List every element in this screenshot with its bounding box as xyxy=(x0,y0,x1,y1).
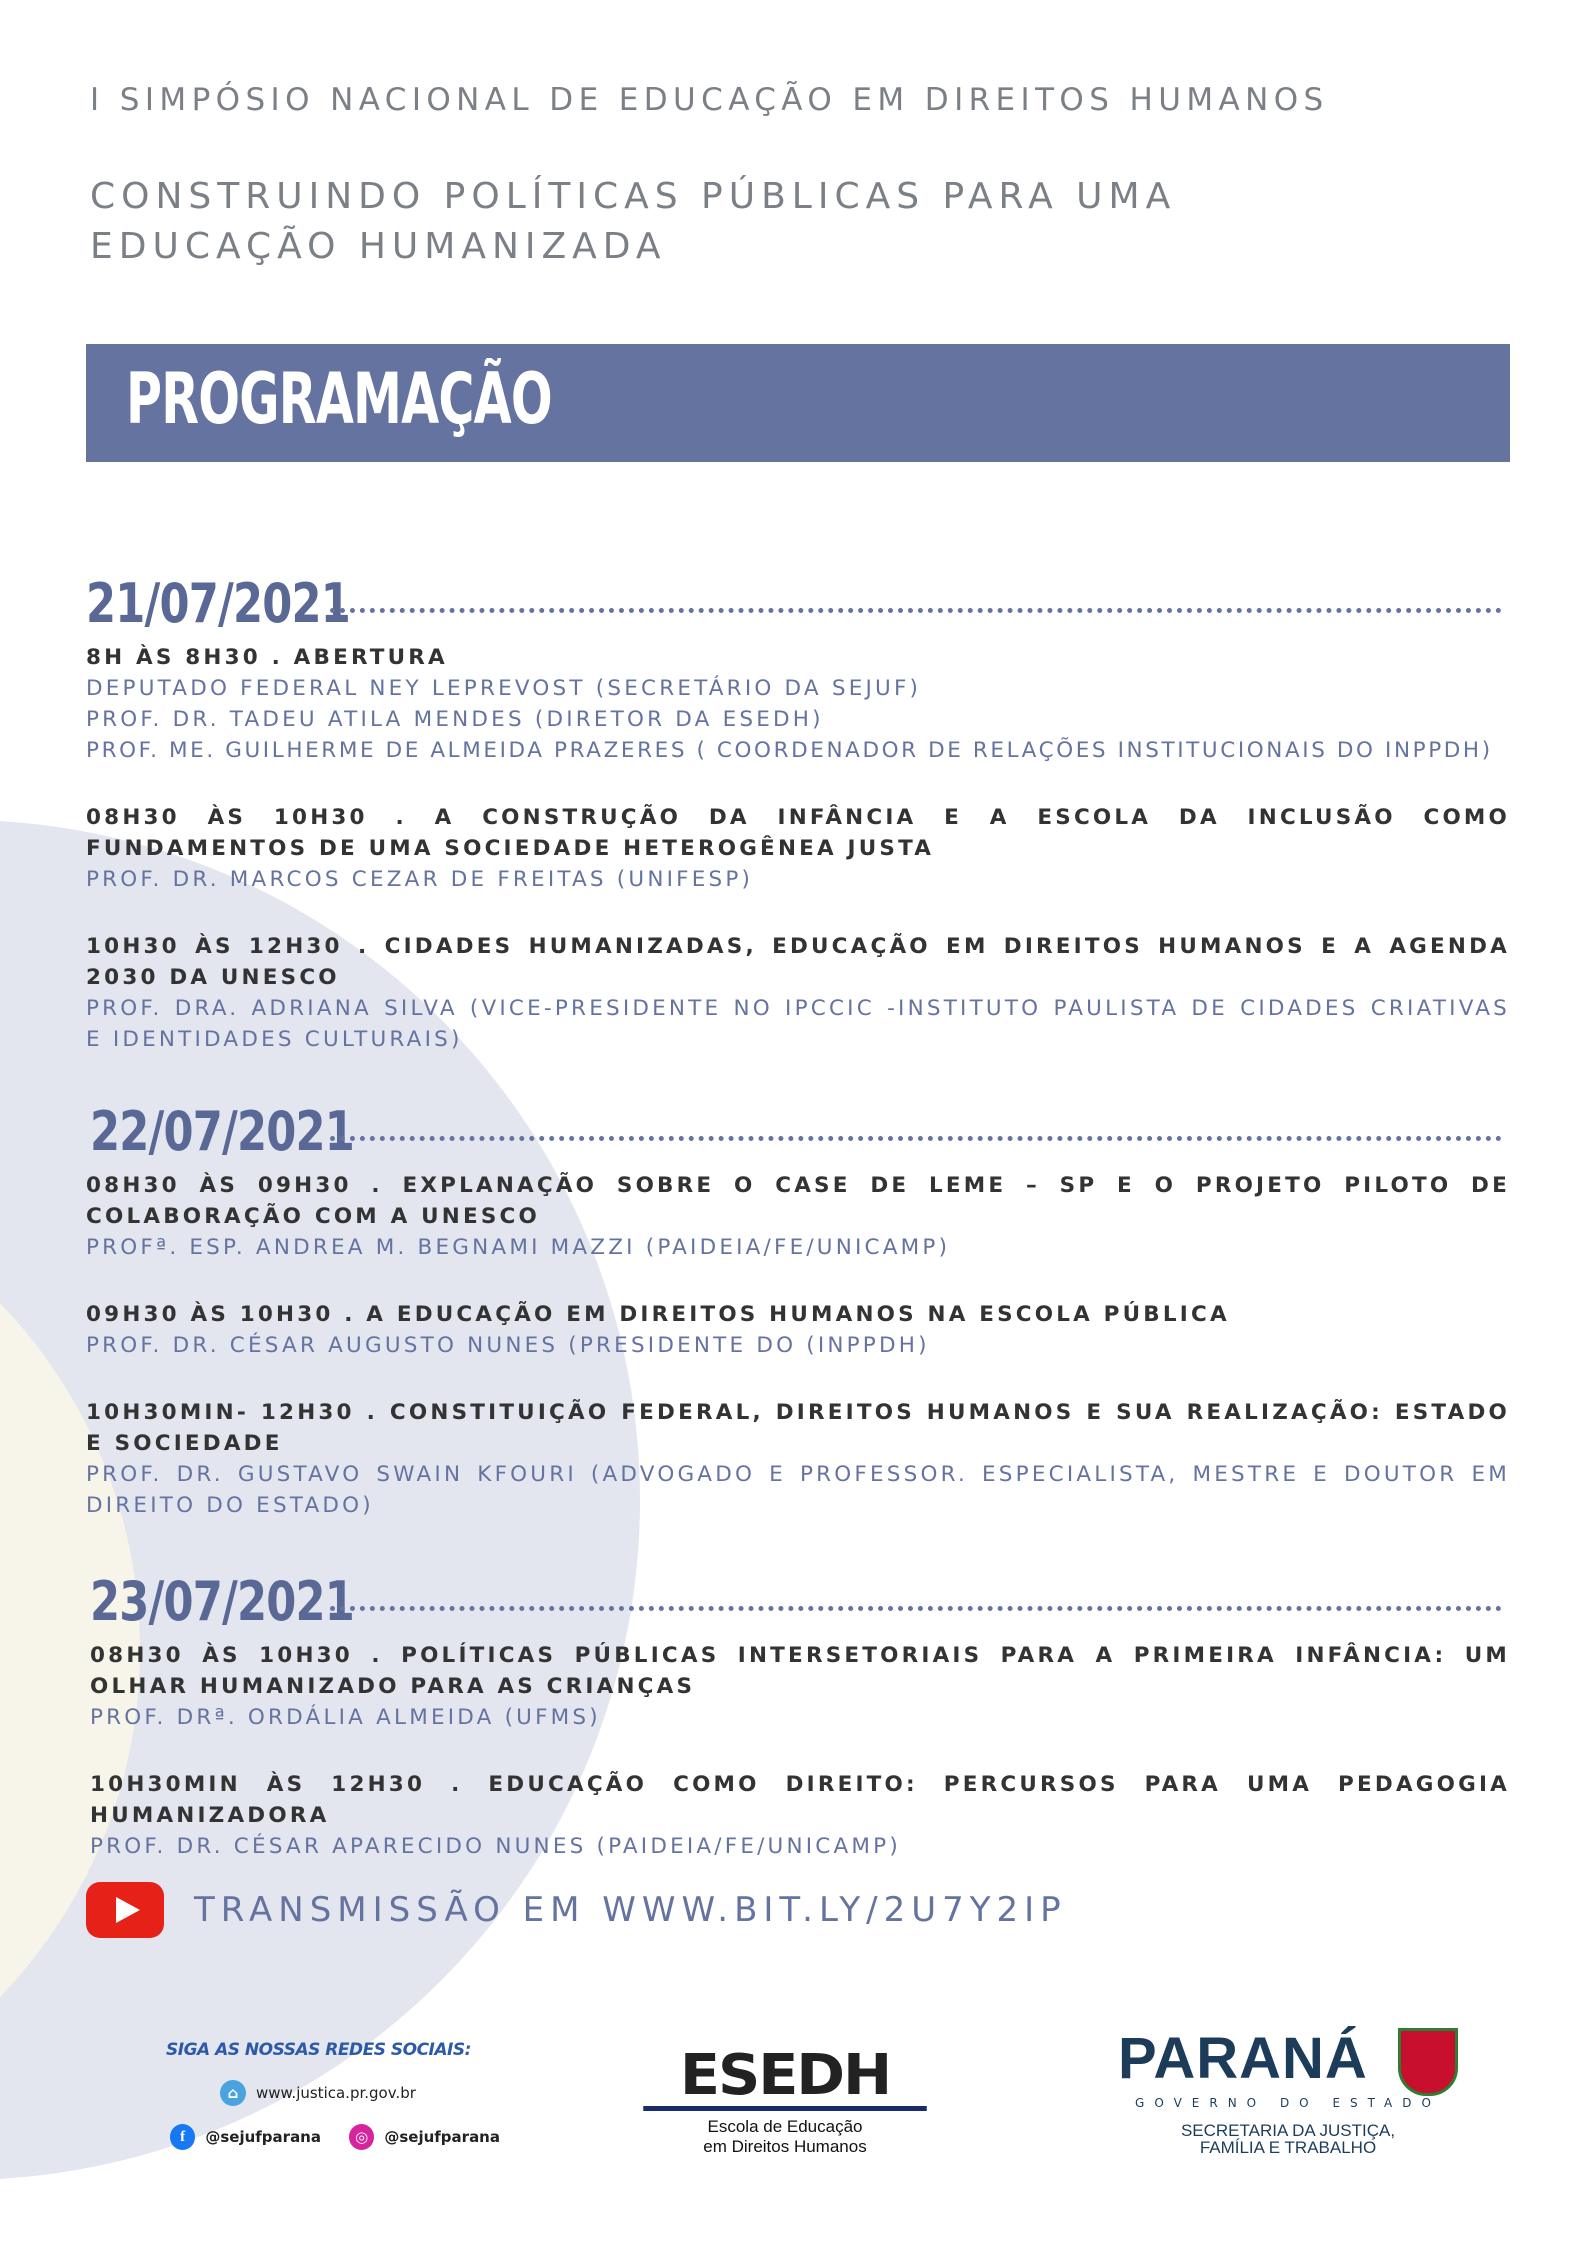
session-title: 09H30 ÀS 10H30 . A EDUCAÇÃO EM DIREITOS HUMANOS NA ESCOLA PÚBLICA xyxy=(86,1302,1230,1327)
facebook-handle[interactable]: @sejufparana xyxy=(205,2128,321,2146)
session-title: 10H30MIN- 12H30 . CONSTITUIÇÃO FEDERAL, DIREITOS HUMANOS E SUA REALIZAÇÃO: ESTADO E SOCIEDADE xyxy=(86,1400,1510,1456)
session-speaker: DEPUTADO FEDERAL NEY LEPREVOST (SECRETÁRIO DA SEJUF) xyxy=(86,676,922,701)
day-date: 21/07/2021 xyxy=(86,572,351,635)
parana-coat-of-arms-icon xyxy=(1398,2028,1458,2096)
day-header xyxy=(86,1100,1510,1170)
session xyxy=(86,931,1510,1055)
session xyxy=(86,1170,1510,1263)
session-title: 08H30 ÀS 10H30 . POLÍTICAS PÚBLICAS INTERSETORIAIS PARA A PRIMEIRA INFÂNCIA: UM OLHAR HUMANIZADO PARA AS CRIANÇAS xyxy=(90,1643,1510,1699)
session-speaker: PROF. DR. MARCOS CEZAR DE FREITAS (UNIFESP) xyxy=(86,867,754,892)
instagram-icon[interactable]: ◎ xyxy=(349,2124,374,2150)
esedh-logo xyxy=(650,2043,920,2157)
parana-dept-line-1: SECRETARIA DA JUSTIÇA, xyxy=(1180,2121,1396,2140)
session-speaker: PROF. DR. CÉSAR APARECIDO NUNES (PAIDEIA/FE/UNICAMP) xyxy=(90,1834,901,1859)
stream-text[interactable]: TRANSMISSÃO EM WWW.BIT.LY/2U7Y2IP xyxy=(194,1890,1067,1930)
day-section xyxy=(86,1100,1510,1557)
day-section xyxy=(86,1570,1510,1898)
session xyxy=(86,1299,1510,1361)
session-speaker: PROF. DR. TADEU ATILA MENDES (DIRETOR DA ESEDH) xyxy=(86,707,824,732)
session-speaker: PROF. DRª. ORDÁLIA ALMEIDA (UFMS) xyxy=(90,1705,601,1730)
dotted-divider xyxy=(330,608,1502,613)
program-banner xyxy=(86,344,1510,462)
session xyxy=(86,642,1510,766)
parana-logo-name: PARANÁ xyxy=(1118,2026,1368,2091)
esedh-logo-name: ESEDH xyxy=(643,2046,927,2111)
day-header xyxy=(86,1570,1510,1640)
esedh-logo-line-2: em Direitos Humanos xyxy=(703,2137,867,2156)
website-row[interactable] xyxy=(220,2080,500,2106)
program-title: PROGRAMAÇÃO xyxy=(126,358,552,440)
session-title: 8H ÀS 8H30 . ABERTURA xyxy=(86,645,448,670)
session-speaker: PROF. DR. CÉSAR AUGUSTO NUNES (PRESIDENTE DO (INPPDH) xyxy=(86,1333,930,1358)
parana-logo xyxy=(1118,2028,1458,2156)
home-icon: ⌂ xyxy=(220,2080,246,2106)
parana-dept-line-2: FAMÍLIA E TRABALHO xyxy=(1199,2138,1377,2157)
session-speaker: PROFª. ESP. ANDREA M. BEGNAMI MAZZI (PAIDEIA/FE/UNICAMP) xyxy=(86,1235,951,1260)
day-header xyxy=(86,572,1510,642)
session-speaker: PROF. ME. GUILHERME DE ALMEIDA PRAZERES ( COORDENADOR DE RELAÇÕES INSTITUCIONAIS DO INPPDH) xyxy=(86,738,1493,763)
event-subtitle xyxy=(90,172,1176,272)
symposium-title: I SIMPÓSIO NACIONAL DE EDUCAÇÃO EM DIREITOS HUMANOS xyxy=(90,82,1329,118)
session xyxy=(86,1397,1510,1521)
day-date: 23/07/2021 xyxy=(90,1570,355,1633)
facebook-icon[interactable]: f xyxy=(170,2124,195,2150)
session xyxy=(86,802,1510,895)
session-speaker: PROF. DR. GUSTAVO SWAIN KFOURI (ADVOGADO E PROFESSOR. ESPECIALISTA, MESTRE E DOUTOR EM DIREITO DO ESTADO) xyxy=(86,1462,1510,1518)
youtube-icon[interactable] xyxy=(86,1882,164,1938)
subtitle-line-1: CONSTRUINDO POLÍTICAS PÚBLICAS PARA UMA xyxy=(90,176,1177,217)
session-title: 08H30 ÀS 10H30 . A CONSTRUÇÃO DA INFÂNCIA E A ESCOLA DA INCLUSÃO COMO FUNDAMENTOS DE UMA SOCIEDADE HETEROGÊNEA JUSTA xyxy=(86,805,1510,861)
social-heading: SIGA AS NOSSAS REDES SOCIAIS: xyxy=(166,2040,471,2060)
dotted-divider xyxy=(330,1606,1502,1611)
day-section xyxy=(86,572,1510,1091)
parana-logo-gov: GOVERNO DO ESTADO xyxy=(1135,2096,1441,2110)
esedh-logo-line-1: Escola de Educação xyxy=(707,2117,863,2136)
session-speaker: PROF. DRA. ADRIANA SILVA (VICE-PRESIDENTE NO IPCCIC -INSTITUTO PAULISTA DE CIDADES CRIATIVAS E IDENTIDADES CULTURAIS) xyxy=(86,996,1510,1052)
website-link[interactable]: www.justica.pr.gov.br xyxy=(256,2084,416,2102)
day-date: 22/07/2021 xyxy=(90,1100,355,1163)
subtitle-line-2: EDUCAÇÃO HUMANIZADA xyxy=(90,226,667,267)
session-title: 10H30MIN ÀS 12H30 . EDUCAÇÃO COMO DIREITO: PERCURSOS PARA UMA PEDAGOGIA HUMANIZADORA xyxy=(90,1772,1510,1828)
handles-row xyxy=(170,2124,500,2150)
session-title: 08H30 ÀS 09H30 . EXPLANAÇÃO SOBRE O CASE DE LEME – SP E O PROJETO PILOTO DE COLABORAÇÃO COM A UNESCO xyxy=(86,1173,1510,1229)
session xyxy=(90,1640,1510,1733)
session-title: 10H30 ÀS 12H30 . CIDADES HUMANIZADAS, EDUCAÇÃO EM DIREITOS HUMANOS E A AGENDA 2030 DA UNESCO xyxy=(86,934,1510,990)
social-networks xyxy=(160,2040,500,2150)
instagram-handle[interactable]: @sejufparana xyxy=(384,2128,500,2146)
stream-link[interactable] xyxy=(86,1882,1067,1938)
day-sessions xyxy=(86,1640,1510,1862)
dotted-divider xyxy=(330,1136,1502,1141)
session xyxy=(90,1769,1510,1862)
